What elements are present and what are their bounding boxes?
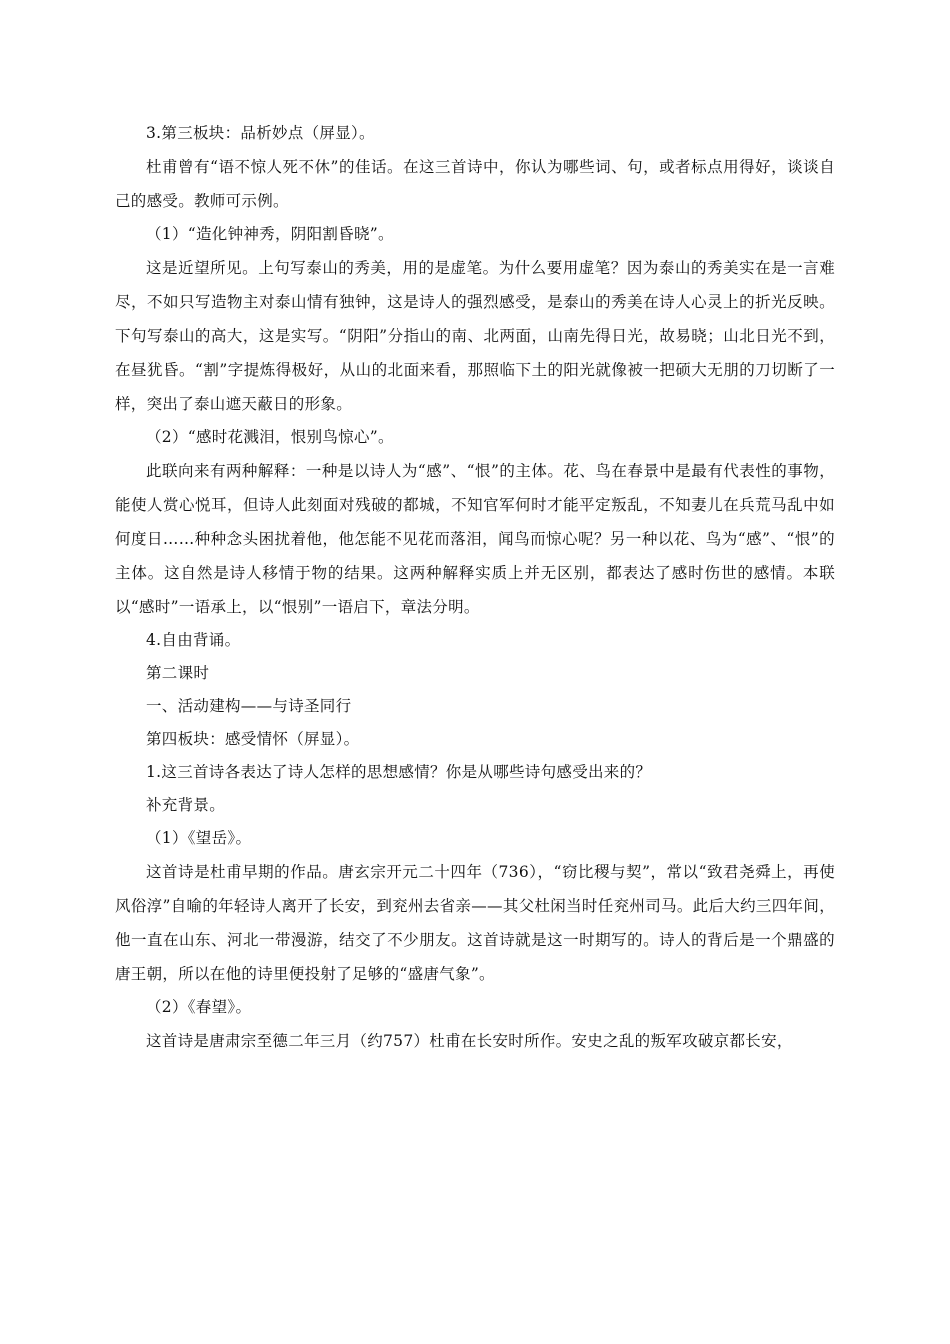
example-heading-1: （1）“造化钟神秀，阴阳割昏晓”。 (146, 225, 394, 243)
block-heading-4: 第四板块：感受情怀（屏显）。 (146, 730, 360, 748)
section-heading-3: 3.第三板块：品析妙点（屏显）。 (146, 124, 375, 142)
poem-heading-wangyue: （1）《望岳》。 (146, 829, 252, 847)
section-heading-4: 4.自由背诵。 (146, 631, 241, 649)
paragraph-example-2: 此联向来有两种解释：一种是以诗人为“感”、“恨”的主体。花、鸟在春景中是最有代表性的事物，能使人赏心悦耳，但诗人此刻面对残破的都城，不知官军何时才能平定叛乱，不知妻儿在兵荒马乱中如何度日……种种念头困扰着他，他怎能不见花而落泪，闻鸟而惊心呢？另一种以花、鸟为“感”、“恨”的主体。这自然是诗人移情于物的结果。这两种解释实质上并无区别，都表达了感时伤世的感情。本联以“感时”一语承上，以“恨别”一语启下，章法分明。 (115, 462, 835, 616)
paragraph-chunwang: 这首诗是唐肃宗至德二年三月（约757）杜甫在长安时所作。安史之乱的叛军攻破京都长安， (146, 1032, 793, 1050)
background-heading: 补充背景。 (146, 796, 226, 814)
document-page (115, 117, 835, 1058)
example-heading-2: （2）“感时花溅泪，恨别鸟惊心”。 (146, 428, 394, 446)
poem-heading-chunwang: （2）《春望》。 (146, 998, 252, 1016)
activity-heading: 一、活动建构——与诗圣同行 (146, 697, 352, 715)
lesson-heading: 第二课时 (146, 664, 210, 682)
question-1: 1.这三首诗各表达了诗人怎样的思想感情？你是从哪些诗句感受出来的？ (146, 763, 652, 781)
paragraph-example-1: 这是近望所见。上句写泰山的秀美，用的是虚笔。为什么要用虚笔？因为泰山的秀美实在是一言难尽，不如只写造物主对泰山情有独钟，这是诗人的强烈感受，是泰山的秀美在诗人心灵上的折光反映。下句写泰山的高大，这是实写。“阴阳”分指山的南、北两面，山南先得日光，故易晓；山北日光不到，在昼犹昏。“割”字提炼得极好，从山的北面来看，那照临下土的阳光就像被一把硕大无朋的刀切断了一样，突出了泰山遮天蔽日的形象。 (115, 259, 835, 413)
paragraph-intro: 杜甫曾有“语不惊人死不休”的佳话。在这三首诗中，你认为哪些词、句，或者标点用得好，谈谈自己的感受。教师可示例。 (115, 158, 835, 210)
paragraph-wangyue: 这首诗是杜甫早期的作品。唐玄宗开元二十四年（736），“窃比稷与契”，常以“致君尧舜上，再使风俗淳”自喻的年轻诗人离开了长安，到兖州去省亲——其父杜闲当时任兖州司马。此后大约三四年间，他一直在山东、河北一带漫游，结交了不少朋友。这首诗就是这一时期写的。诗人的背后是一个鼎盛的唐王朝，所以在他的诗里便投射了足够的“盛唐气象”。 (115, 863, 835, 983)
